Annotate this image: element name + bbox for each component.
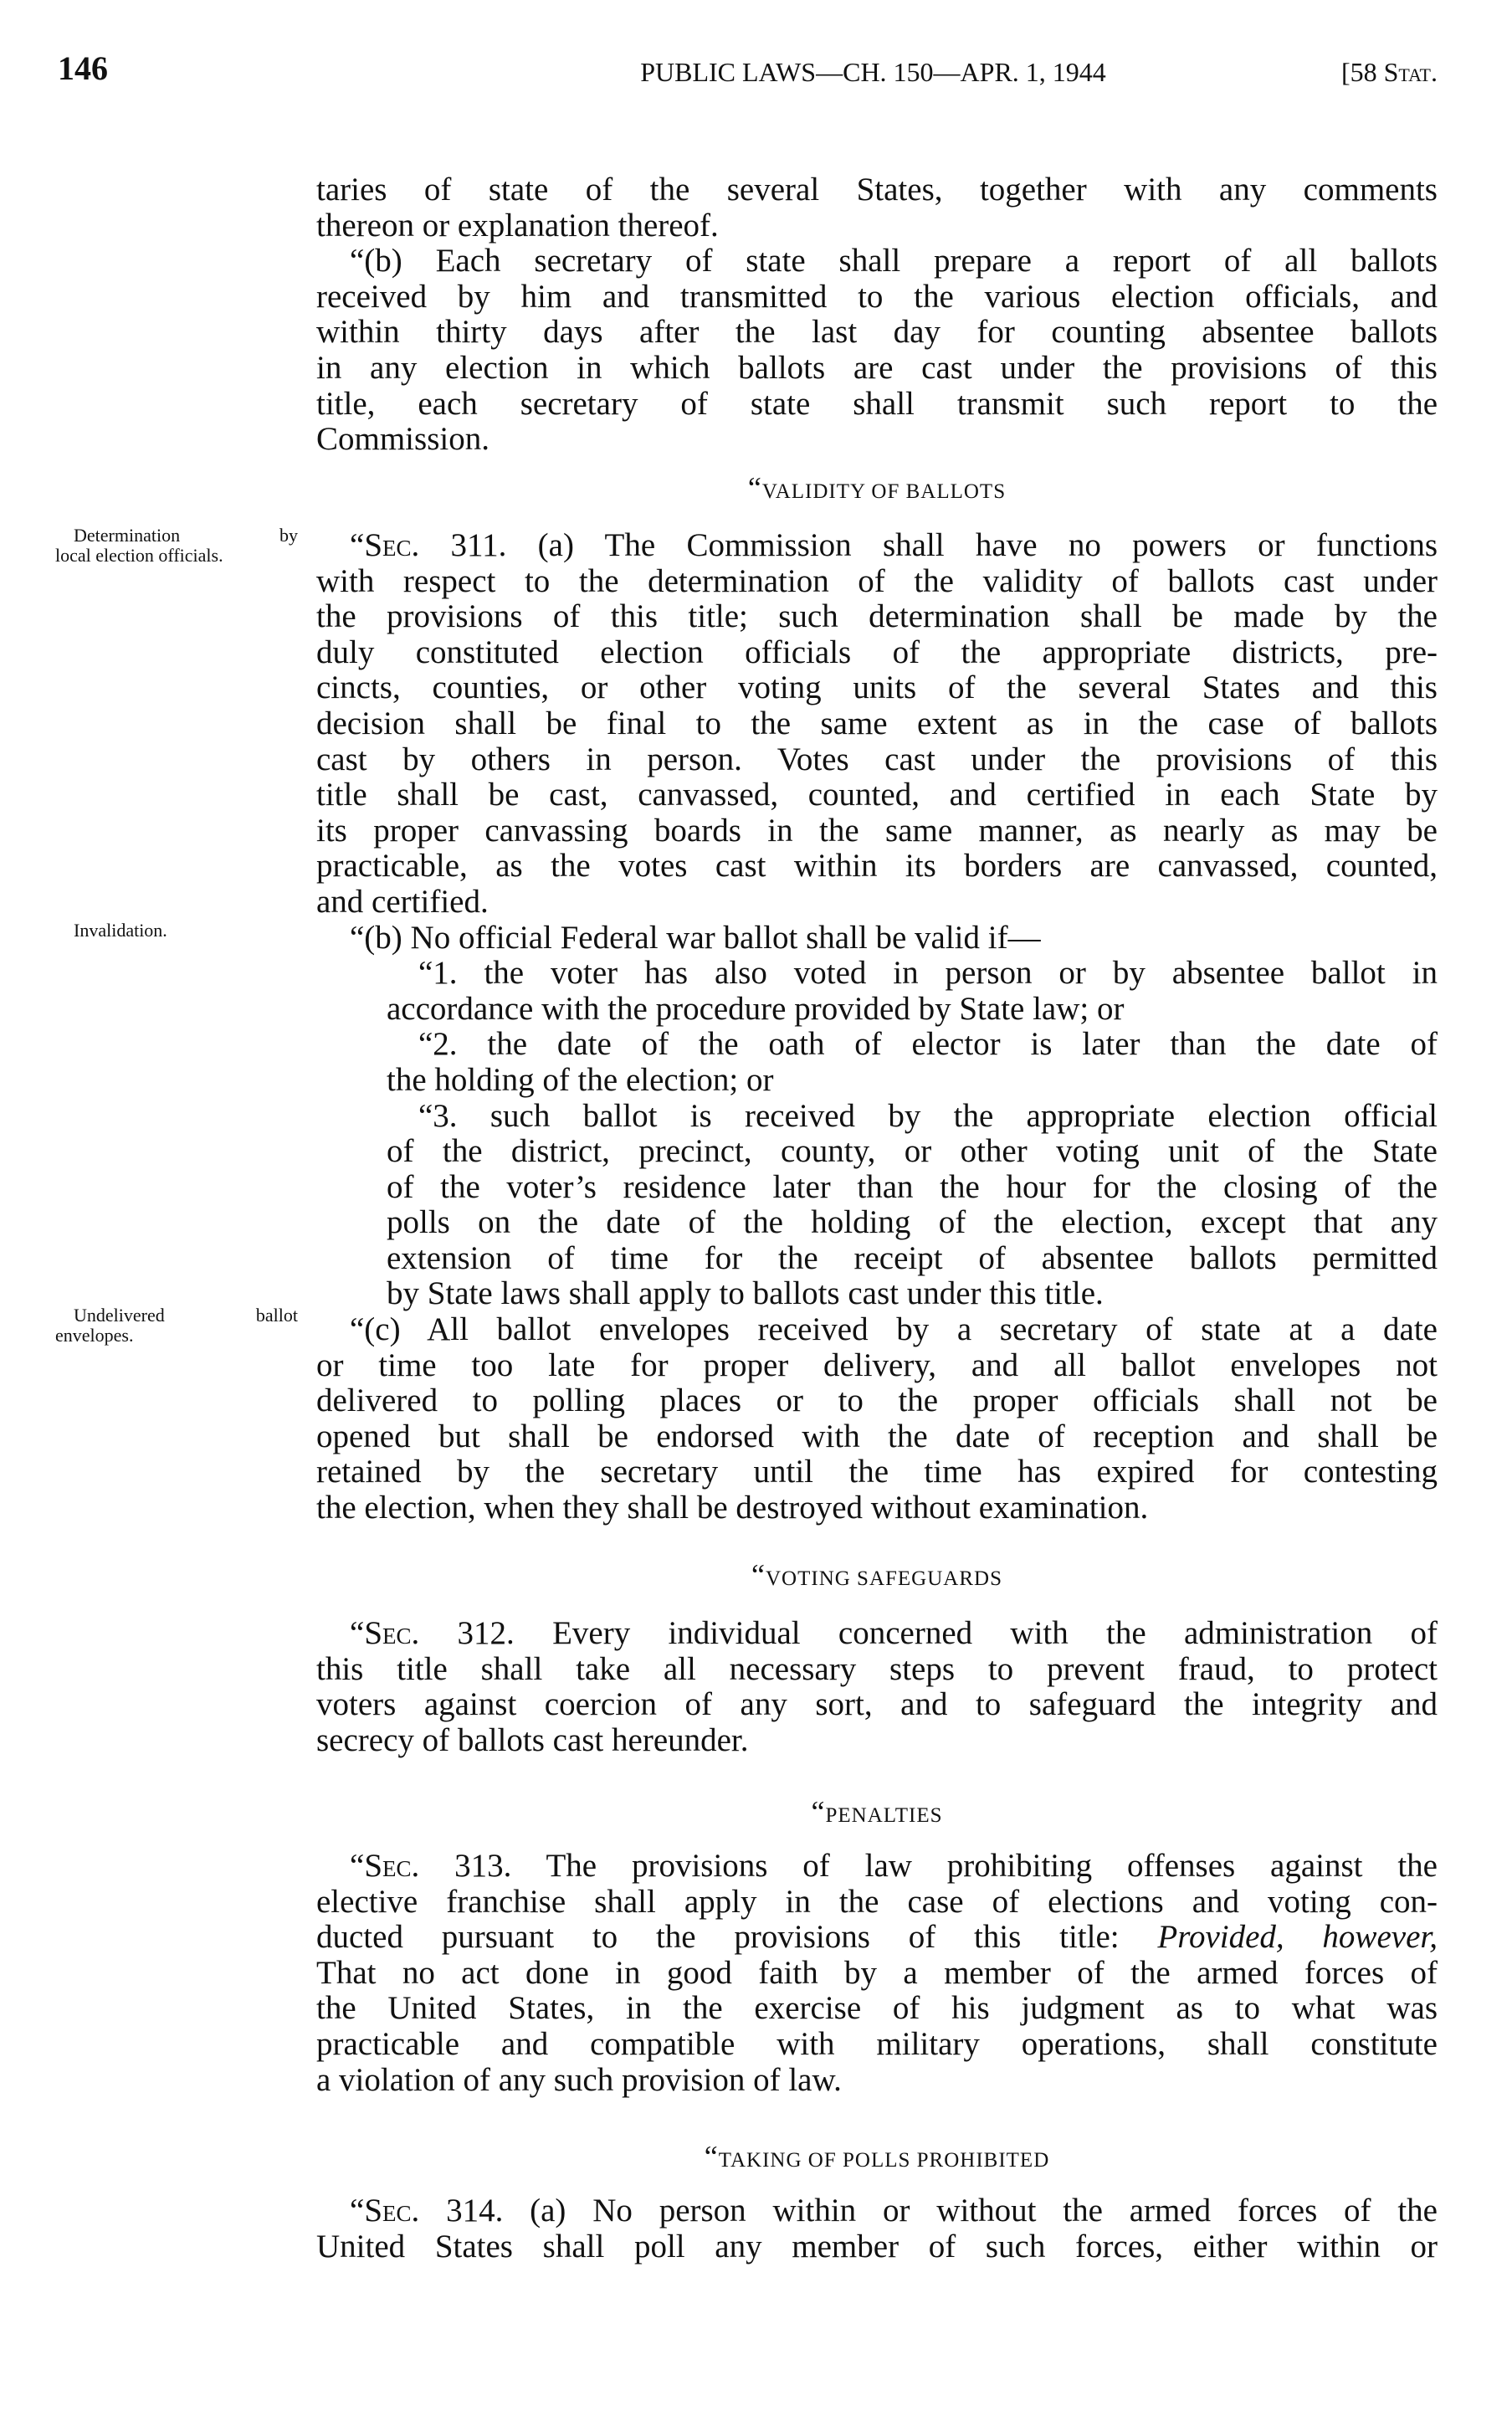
- text-segment: 313. The provisions of law prohibiting offenses against the: [419, 1848, 1438, 1884]
- text-segment: “: [350, 527, 365, 563]
- text-group: [316, 1616, 1438, 1758]
- heading-text: TAKING OF POLLS PROHIBITED: [718, 2149, 1050, 2172]
- text-line: received by him and transmitted to the various election officials, and: [316, 278, 1438, 315]
- section-heading: [316, 1557, 1438, 1597]
- list-item: [387, 1027, 1438, 1098]
- text-line: the United States, in the exercise of his judgment as to what was: [316, 1990, 1438, 2027]
- volume-reference: [58 Stat.: [1340, 57, 1438, 87]
- text-group: [316, 1849, 1438, 2098]
- heading-quote-mark: “: [751, 1558, 766, 1592]
- margin-note-line: Undelivered ballot: [74, 1305, 298, 1326]
- text-line: title, each secretary of state shall transmit such report to the: [316, 385, 1438, 422]
- heading-quote-mark: “: [704, 2140, 719, 2173]
- text-line: in any election in which ballots are cast under the provisions of this: [316, 349, 1438, 386]
- section-heading: [316, 1794, 1438, 1834]
- text-segment: “: [350, 1848, 365, 1884]
- heading-quote-mark: “: [747, 471, 762, 505]
- text-group: [316, 172, 1438, 458]
- text-line: the election, when they shall be destroyed without examination.: [316, 1490, 1149, 1526]
- text-segment: 312. Every individual concerned with the administration of: [419, 1615, 1438, 1651]
- text-segment: 314. (a) No person within or without the armed forces of the: [419, 2193, 1438, 2229]
- list-item: [387, 956, 1438, 1027]
- text-line: practicable, as the votes cast within its borders are canvassed, counted,: [316, 848, 1438, 885]
- text-line: “3. such ballot is received by the appropriate election official: [418, 1097, 1438, 1134]
- text-line: United States shall poll any member of such forces, either within or: [316, 2228, 1438, 2265]
- text-line: cast by others in person. Votes cast under the provisions of this: [316, 741, 1438, 777]
- text-line: thereon or explanation thereof.: [316, 207, 719, 244]
- section-heading: [316, 470, 1438, 510]
- text-line: cincts, counties, or other voting units of the several States and this: [316, 669, 1438, 706]
- heading-text: VALIDITY OF BALLOTS: [761, 480, 1007, 503]
- text-line: extension of time for the receipt of absentee ballots permitted: [387, 1239, 1438, 1276]
- paragraph: [316, 528, 1438, 921]
- text-segment: “: [350, 2193, 365, 2229]
- text-line: decision shall be final to the same extent as in the case of ballots: [316, 705, 1438, 741]
- text-line: of the district, precinct, county, or other voting unit of the State: [387, 1133, 1438, 1170]
- paragraph: [316, 172, 1438, 244]
- text-line: or time too late for proper delivery, and all ballot envelopes not: [316, 1346, 1438, 1383]
- text-line: within thirty days after the last day for counting absentee ballots: [316, 314, 1438, 351]
- paragraph: [316, 1849, 1438, 2098]
- text-line: this title shall take all necessary steps to prevent fraud, to protect: [316, 1650, 1438, 1687]
- text-line: elective franchise shall apply in the case of elections and voting con-: [316, 1883, 1438, 1920]
- running-title: [0, 54, 1512, 90]
- heading-text: VOTING SAFEGUARDS: [765, 1567, 1002, 1590]
- paragraph: [316, 921, 1438, 957]
- text-line: delivered to polling places or to the proper officials shall not be: [316, 1382, 1438, 1419]
- page-number: 146: [58, 49, 108, 87]
- text-line: “(c) All ballot envelopes received by a secretary of state at a date: [350, 1311, 1438, 1348]
- text-line: voters against coercion of any sort, and to safeguard the integrity and: [316, 1686, 1438, 1723]
- text-line: the provisions of this title; such determination shall be made by the: [316, 598, 1438, 635]
- paragraph: [316, 2193, 1438, 2265]
- text-line: accordance with the procedure provided by State law; or: [387, 990, 1125, 1027]
- text-line: taries of state of the several States, together with any comments: [316, 172, 1438, 208]
- section-label: Sec.: [364, 1848, 420, 1884]
- running-title-text: PUBLIC LAWS—CH. 150—APR. 1, 1944: [640, 57, 1106, 87]
- text-line: “(b) Each secretary of state shall prepare a report of all ballots: [350, 243, 1438, 280]
- list-item: [387, 1099, 1438, 1313]
- text-segment: “: [350, 1615, 365, 1651]
- section-label: Sec.: [364, 527, 420, 563]
- paragraph: [316, 244, 1438, 458]
- text-line: with respect to the determination of the validity of ballots cast under: [316, 562, 1438, 599]
- text-segment: 311. (a) The Commission shall have no powers or functions: [419, 527, 1438, 563]
- section-heading: [316, 2139, 1438, 2178]
- paragraph: [316, 1312, 1438, 1526]
- heading-quote-mark: “: [811, 1795, 826, 1829]
- text-group: [316, 528, 1438, 1526]
- text-line: practicable and compatible with military operations, shall constitute: [316, 2025, 1438, 2062]
- text-line: “(b) No official Federal war ballot shall be valid if—: [350, 919, 1041, 956]
- margin-note-line: envelopes.: [55, 1325, 134, 1346]
- text-line: [316, 528, 1438, 564]
- text-line: Commission.: [316, 421, 489, 458]
- text-line: its proper canvassing boards in the same manner, as nearly as may be: [316, 812, 1438, 849]
- margin-note-line: local election officials.: [55, 545, 223, 566]
- text-line: duly constituted election officials of the appropriate districts, pre-: [316, 633, 1438, 670]
- text-line: the holding of the election; or: [387, 1061, 774, 1098]
- section-label: Sec.: [364, 2193, 420, 2229]
- text-line: by State laws shall apply to ballots cast under this title.: [387, 1275, 1104, 1312]
- text-line: “2. the date of the oath of elector is later than the date of: [418, 1026, 1438, 1063]
- text-line: [316, 1920, 1438, 1956]
- italic-text: Provided, however,: [1157, 1919, 1438, 1956]
- text-line: [316, 2193, 1438, 2229]
- text-line: secrecy of ballots cast hereunder.: [316, 1721, 749, 1758]
- text-line: retained by the secretary until the time has expired for contesting: [316, 1454, 1438, 1490]
- text-line: title shall be cast, canvassed, counted, and certified in each State by: [316, 777, 1438, 813]
- text-group: [316, 2193, 1438, 2265]
- margin-note: [55, 921, 298, 941]
- text-line: That no act done in good faith by a member of the armed forces of: [316, 1954, 1438, 1991]
- margin-note: [55, 1305, 298, 1346]
- text-line: [316, 1849, 1438, 1885]
- text-segment: ducted pursuant to the provisions of this title:: [316, 1919, 1158, 1956]
- text-line: polls on the date of the holding of the election, except that any: [387, 1204, 1438, 1241]
- text-line: opened but shall be endorsed with the date of reception and shall be: [316, 1418, 1438, 1454]
- section-label: Sec.: [364, 1615, 420, 1651]
- text-line: [316, 1616, 1438, 1652]
- text-line: a violation of any such provision of law.: [316, 2061, 842, 2098]
- margin-note-line: Determination by: [74, 525, 298, 546]
- text-line: “1. the voter has also voted in person or by absentee ballot in: [418, 955, 1438, 992]
- text-line: and certified.: [316, 883, 489, 920]
- margin-note-line: Invalidation.: [74, 920, 167, 941]
- text-line: of the voter’s residence later than the hour for the closing of the: [387, 1168, 1438, 1205]
- margin-note: [55, 526, 298, 566]
- paragraph: [316, 1616, 1438, 1758]
- heading-text: PENALTIES: [825, 1804, 943, 1827]
